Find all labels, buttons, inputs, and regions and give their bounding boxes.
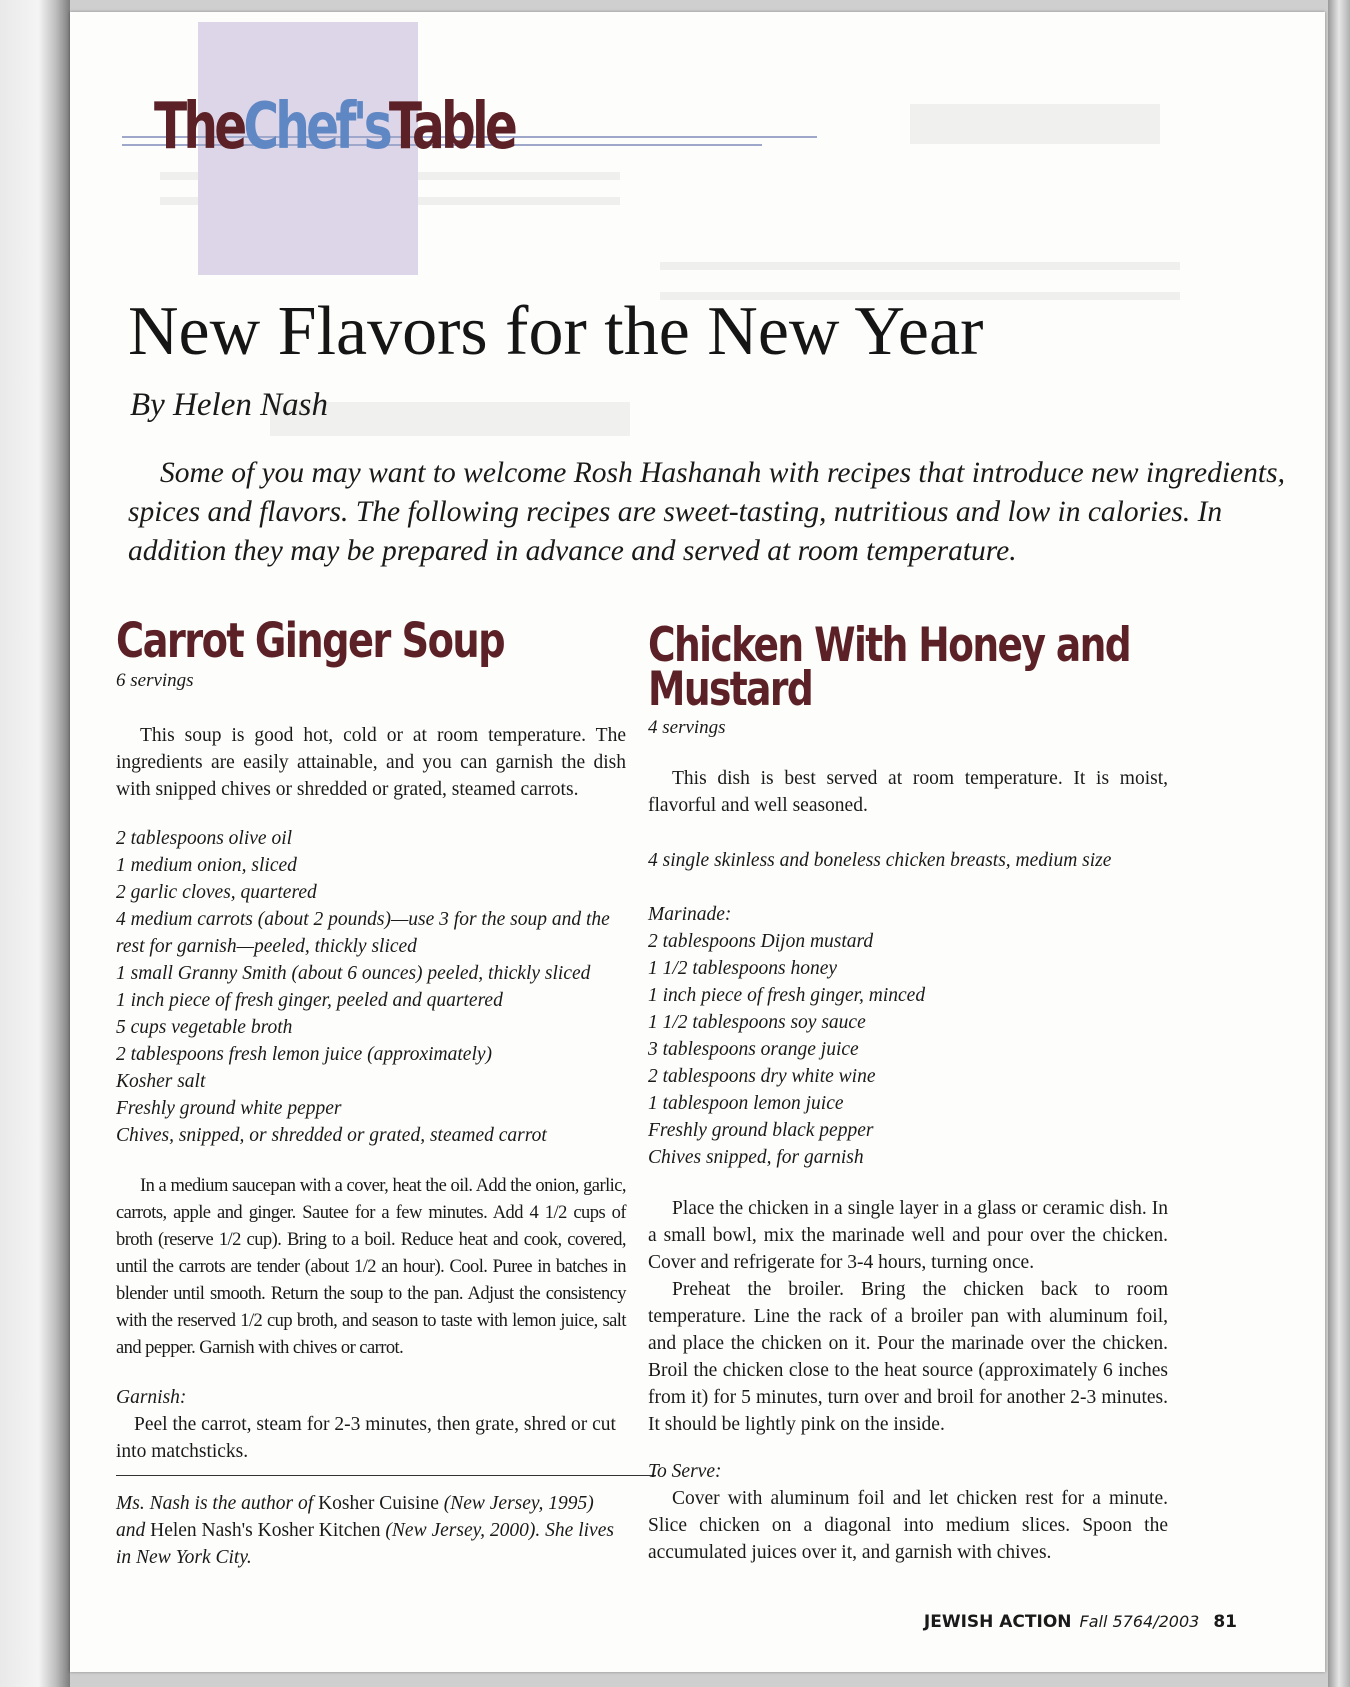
recipe-column-left [116,613,626,1571]
article-byline: By Helen Nash [130,387,328,423]
section-header-chefs: Chef's [243,90,389,164]
ingredient-item: 2 tablespoons olive oil [116,828,293,849]
recipe-title-chicken [648,618,1131,717]
bio-book-title: Kosher Cuisine [318,1493,439,1514]
bio-text: (New Jersey, 1995) [438,1493,594,1514]
ingredient-item: 4 medium carrots (about 2 pounds)—use 3 for the soup and the rest for garnish—peeled, thickly sliced [116,909,610,957]
recipe-title-line: Mustard [648,662,813,717]
soup-ingredients [116,825,626,1149]
recipe-title-soup: Carrot Ginger Soup [116,613,504,669]
bio-book-title: Helen Nash's Kosher Kitchen [150,1520,381,1541]
ingredient-item: 1 inch piece of fresh ginger, peeled and quartered [116,990,503,1011]
soup-garnish-text: Peel the carrot, steam for 2-3 minutes, then grate, shred or cut into matchsticks. [116,1414,616,1462]
ingredient-item: Kosher salt [116,1071,206,1092]
ingredient-item: Chives, snipped, or shredded or grated, steamed carrot [116,1125,547,1146]
ingredient-item: 5 cups vegetable broth [116,1017,293,1038]
marinade-ingredients [648,928,1168,1171]
recipe-column-right [648,618,1168,1566]
chicken-method-2: Preheat the broiler. Bring the chicken back to room temperature. Line the rack of a broiler pan with aluminum foil, and place the chicken on it. Pour the marinade over the chicken. Broil the chicken close to the heat source (approximately 6 inches from it) for 5 minutes, turn over and broil for another 2-3 minutes. It should be lightly pink on the inside. [648,1279,1168,1435]
ingredient-item: 1 medium onion, sliced [116,855,297,876]
bio-text: and [116,1520,151,1541]
ingredient-item: 1 tablespoon lemon juice [648,1093,844,1114]
section-header [154,90,515,164]
soup-servings: 6 servings [116,670,194,691]
ingredient-item: Chives snipped, for garnish [648,1147,864,1168]
ingredient-item: Freshly ground white pepper [116,1098,342,1119]
soup-description: This soup is good hot, cold or at room temperature. The ingredients are easily attainable, and you can garnish the dish with snipped chives or shredded or grated, steamed carrots. [116,725,626,800]
page-footer [924,1610,1237,1633]
author-bio [116,1490,626,1571]
ingredient-item: 1 1/2 tablespoons soy sauce [648,1012,866,1033]
soup-garnish-label: Garnish: [116,1387,187,1408]
article-intro: Some of you may want to welcome Rosh Hashanah with recipes that introduce new ingredients, spices and flavors. The following recipes are sweet-tasting, nutritious and low in calories. In addition they may be prepared in advance and served at room temperature. [128,457,1285,567]
page-edge-right [1328,0,1350,1687]
serve-text: Cover with aluminum foil and let chicken rest for a minute. Slice chicken on a diagonal into medium slices. Spoon the accumulated juices over it, and garnish with chives. [648,1488,1168,1563]
magazine-page [70,12,1325,1672]
ingredient-item: 1 inch piece of fresh ginger, minced [648,985,926,1006]
soup-method: In a medium saucepan with a cover, heat the oil. Add the onion, garlic, carrots, apple and ginger. Sautee for a few minutes. Add 4 1/2 cups of broth (reserve 1/2 cup). Bring to a boil. Reduce heat and cook, covered, until the carrots are tender (about 1/2 an hour). Cool. Puree in batches in blender until smooth. Return the soup to the pan. Adjust the consistency with the reserved 1/2 cup broth, and season to taste with lemon juice, salt and pepper. Garnish with chives or carrot. [116,1176,626,1358]
ingredient-item: 3 tablespoons orange juice [648,1039,859,1060]
section-header-table: Table [388,90,515,164]
article-title: New Flavors for the New Year [128,293,984,370]
book-spine-left [0,0,70,1687]
magazine-name: JEWISH ACTION [923,1612,1072,1632]
ingredient-item: 1 1/2 tablespoons honey [648,958,838,979]
serve-label: To Serve: [648,1461,722,1482]
chicken-servings: 4 servings [648,717,726,738]
marinade-label: Marinade: [648,904,732,925]
ingredient-item: 2 tablespoons fresh lemon juice (approximately) [116,1044,493,1065]
ingredient-item: 1 small Granny Smith (about 6 ounces) peeled, thickly sliced [116,963,591,984]
chicken-main-ingredient: 4 single skinless and boneless chicken breasts, medium size [648,850,1112,871]
recipe-title-line: Chicken With Honey and [648,618,1131,673]
bio-text: (New Jersey, 2000). She lives in New York City. [116,1520,614,1568]
chicken-description: This dish is best served at room temperature. It is moist, flavorful and well seasoned. [648,768,1168,816]
bio-text: Ms. Nash is the author of [116,1493,319,1514]
bio-divider [116,1475,656,1476]
issue-date: Fall 5764/2003 [1079,1612,1200,1631]
ingredient-item: 2 garlic cloves, quartered [116,882,317,903]
section-header-the: The [154,90,244,164]
ingredient-item: 2 tablespoons Dijon mustard [648,931,874,952]
page-number: 81 [1213,1612,1237,1632]
chicken-method-1: Place the chicken in a single layer in a glass or ceramic dish. In a small bowl, mix the marinade well and pour over the chicken. Cover and refrigerate for 3-4 hours, turning once. [648,1198,1168,1273]
ingredient-item: 2 tablespoons dry white wine [648,1066,876,1087]
ingredient-item: Freshly ground black pepper [648,1120,874,1141]
